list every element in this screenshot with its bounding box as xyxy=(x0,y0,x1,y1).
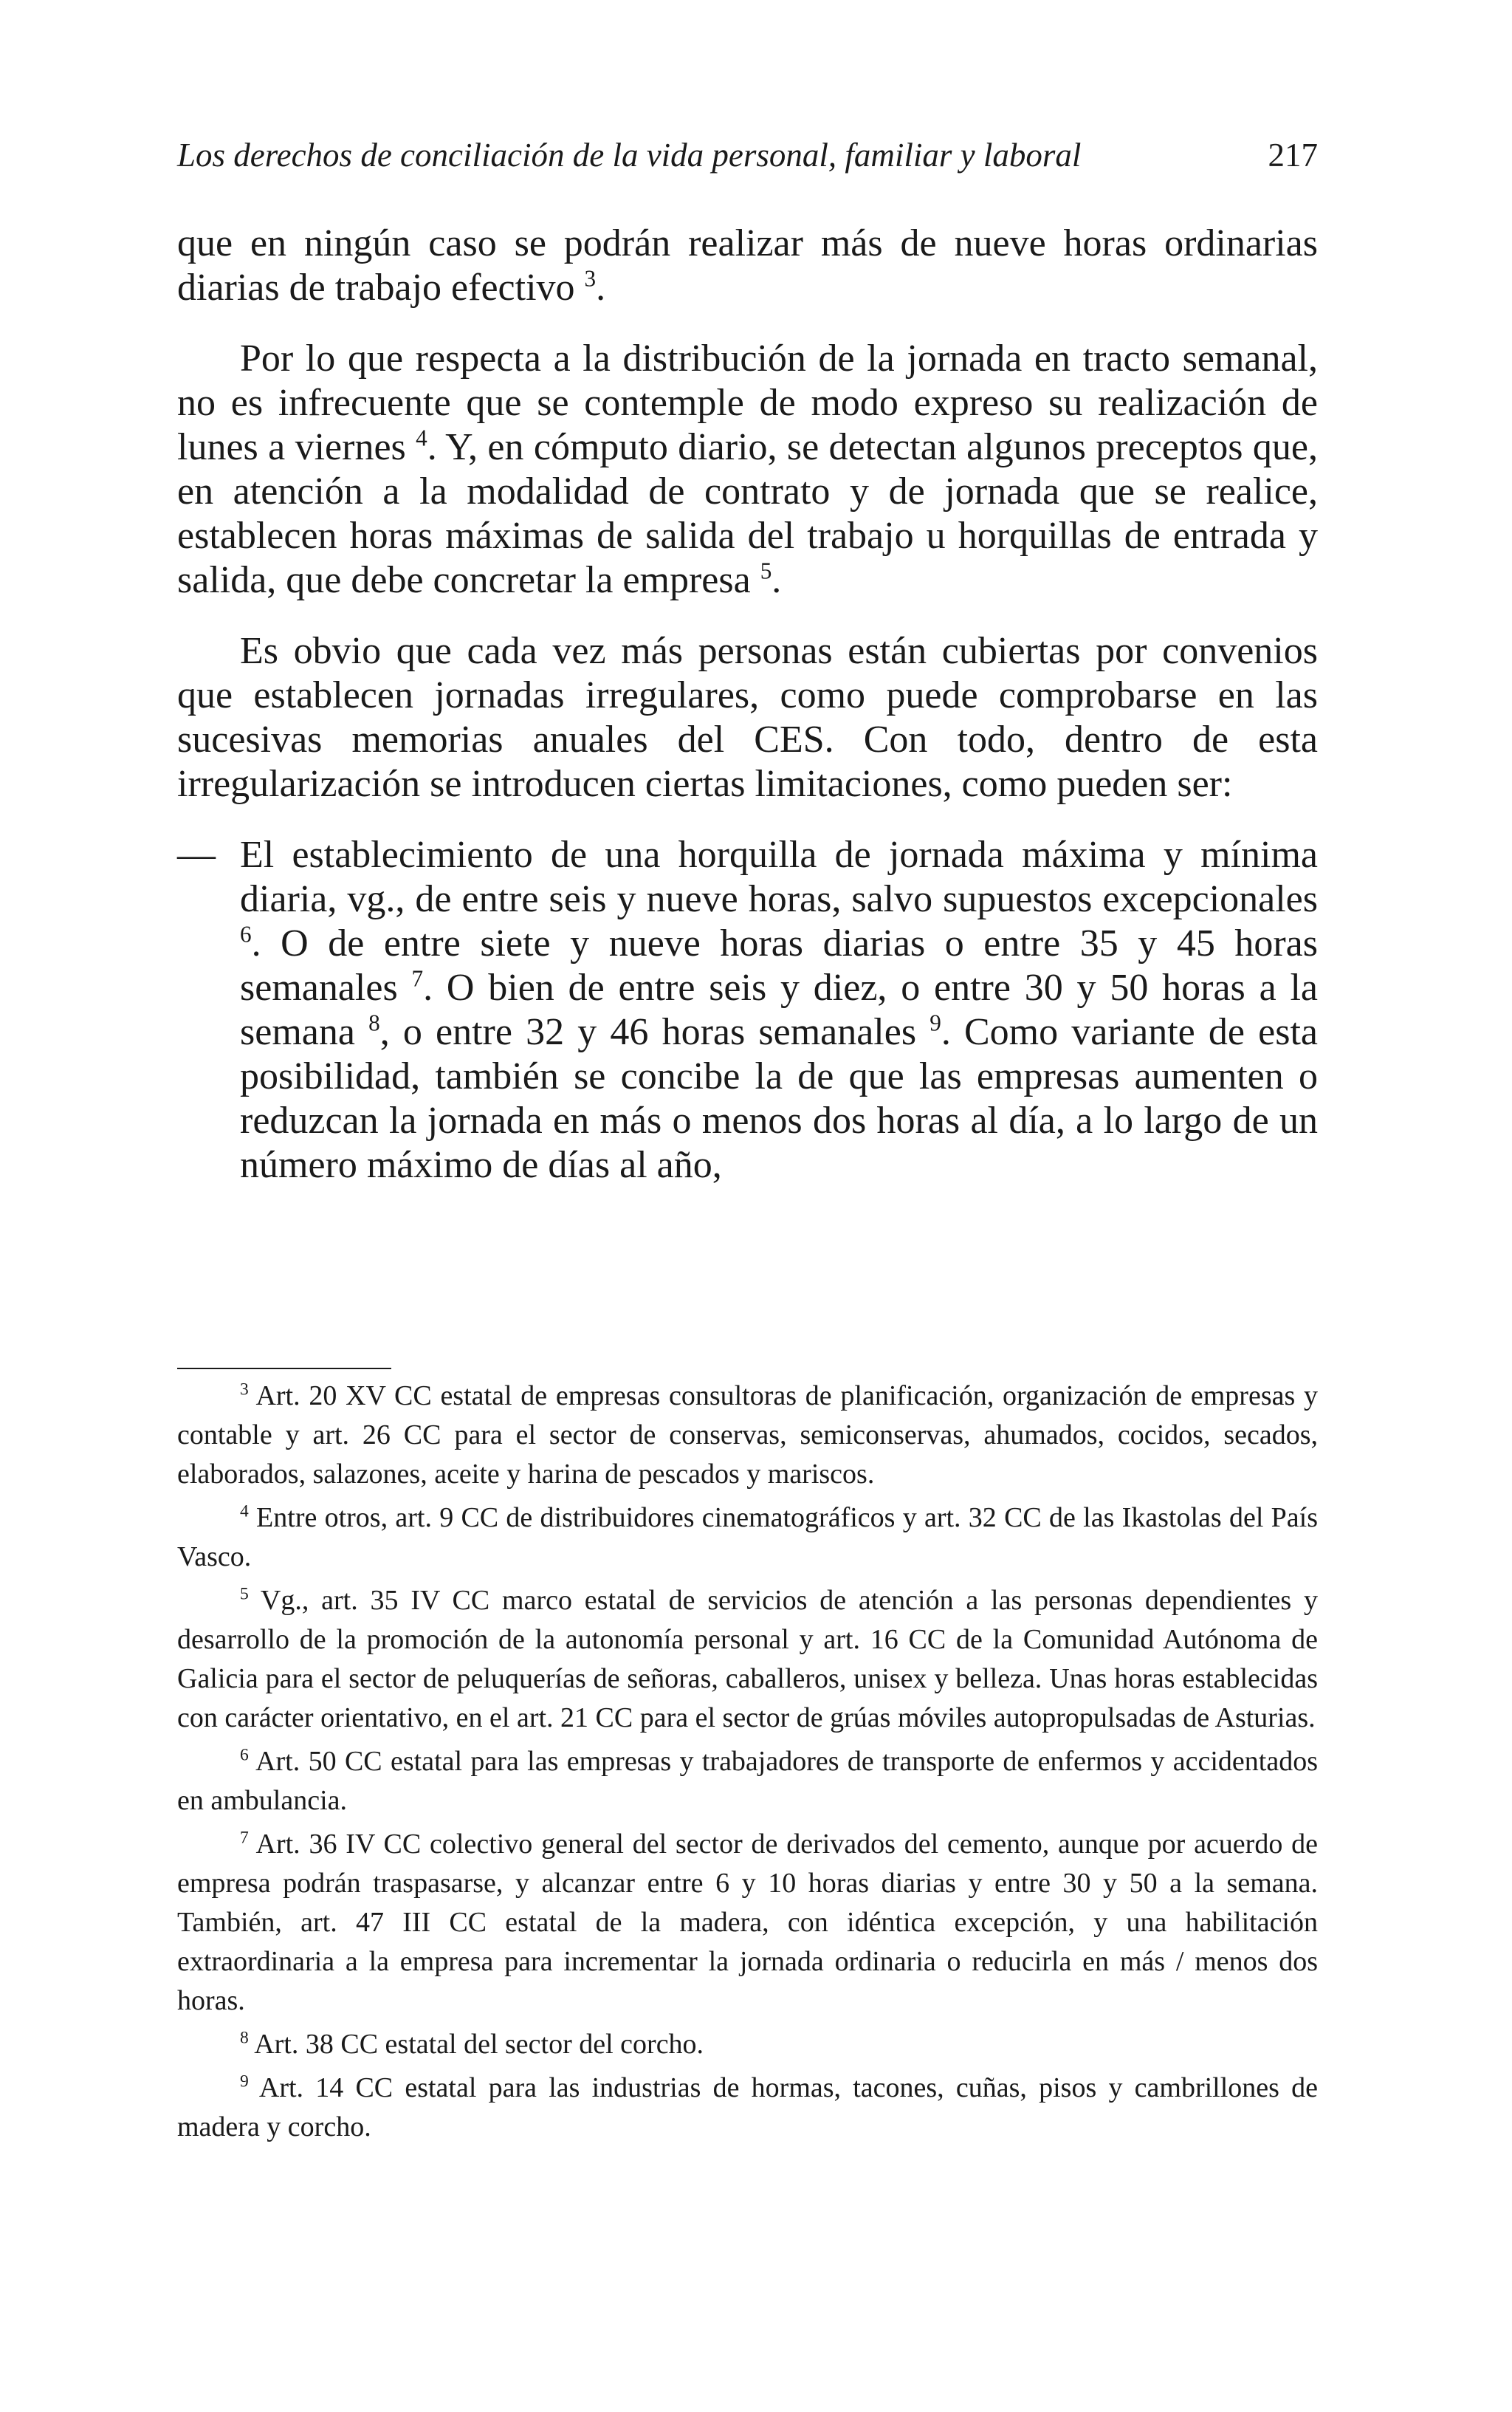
paragraph-text: Por lo que respecta a la distribución de la jornada en tracto semanal, no es infrecuente que se contemple de modo expreso su realización de lunes a viernes xyxy=(177,338,1318,468)
footnote-text: Art. 20 XV CC estatal de empresas consultoras de planificación, organización de empresas y contable y art. 26 CC para el sector de conservas, semiconservas, ahumados, cocidos, secados, elaborados, salazones, aceite y harina de pescados y mariscos. xyxy=(177,1380,1319,1490)
footnote-ref: 8 xyxy=(368,1010,380,1036)
dash-list-item xyxy=(177,833,1318,1188)
list-item-text: . Como variante de esta posibilidad, también se concibe la de que las empresas aumenten o reduzcan la jornada en más o menos dos horas al día, a lo largo de un número máximo de días al año, xyxy=(240,1011,1318,1186)
paragraph-text: que en ningún caso se podrán realizar más de nueve horas ordinarias diarias de trabajo efectivo xyxy=(177,222,1318,309)
footnote-text: Vg., art. 35 IV CC marco estatal de servicios de atención a las personas dependientes y desarrollo de la promoción de la autonomía personal y art. 16 CC de la Comunidad Autónoma de Galicia para el sector de peluquerías de señoras, caballeros, unisex y belleza. Unas horas establecidas con carácter orientativo, en el art. 21 CC para el sector de grúas móviles autopropulsadas de Asturias. xyxy=(177,1585,1318,1733)
list-item-text: . O de entre siete y nueve horas diarias o entre 35 y 45 horas semanales xyxy=(240,922,1318,1009)
footnote-number: 7 xyxy=(240,1828,249,1848)
footnote xyxy=(177,2025,1318,2064)
footnote-text: Entre otros, art. 9 CC de distribuidores cinematográficos y art. 32 CC de las Ikastolas del País Vasco. xyxy=(177,1502,1318,1572)
list-item-text: . O bien de entre seis y diez, o entre 30 y 50 horas a la semana xyxy=(240,967,1319,1053)
paragraph-text: . xyxy=(772,559,782,601)
footnote-number: 6 xyxy=(240,1745,249,1765)
footnote-number: 5 xyxy=(240,1584,249,1604)
footnote-ref: 6 xyxy=(240,921,252,948)
paragraph-3 xyxy=(177,629,1318,806)
paragraph-1 xyxy=(177,222,1318,310)
footnote-number: 8 xyxy=(240,2028,249,2048)
footnote xyxy=(177,1825,1318,2021)
footnotes xyxy=(177,1377,1318,2151)
footnote-ref: 3 xyxy=(584,265,597,292)
main-text xyxy=(177,222,1318,1188)
footnote-ref: 5 xyxy=(760,558,772,584)
footnote xyxy=(177,1498,1318,1577)
footnote-text: Art. 36 IV CC colectivo general del sector de derivados del cemento, aunque por acuerdo de empresa podrán traspasarse, y alcanzar entre 6 y 10 horas diarias y entre 30 y 50 a la semana. También, art. 47 III CC estatal de la madera, con idéntica excepción, y una habilitación extraordinaria a la empresa para incrementar la jornada ordinaria o reducirla en más / menos dos horas. xyxy=(177,1829,1318,2016)
footnote-text: Art. 50 CC estatal para las empresas y trabajadores de transporte de enfermos y accidentados en ambulancia. xyxy=(177,1746,1319,1816)
footnote-ref: 4 xyxy=(416,425,427,451)
paragraph-2 xyxy=(177,337,1318,603)
running-header xyxy=(177,133,1318,177)
list-item-text: , o entre 32 y 46 horas semanales xyxy=(379,1011,930,1053)
list-item-text: El establecimiento de una horquilla de jornada máxima y mínima diaria, vg., de entre seis y nueve horas, salvo supuestos excepcionales xyxy=(240,834,1318,920)
footnote-ref: 7 xyxy=(411,965,424,992)
page-number: 217 xyxy=(1268,137,1318,174)
paragraph-text: . xyxy=(596,267,606,309)
footnote-number: 4 xyxy=(240,1501,249,1521)
footnote xyxy=(177,2069,1318,2147)
footnote xyxy=(177,1377,1318,1494)
paragraph-text: Es obvio que cada vez más personas están cubiertas por convenios que establecen jornadas irregulares, como puede comprobarse en las sucesivas memorias anuales del CES. Con todo, dentro de esta irregularización se introducen ciertas limitaciones, como pueden ser: xyxy=(177,630,1318,805)
em-dash-bullet: — xyxy=(177,834,216,876)
footnote xyxy=(177,1581,1318,1738)
footnote-text: Art. 14 CC estatal para las industrias de hormas, tacones, cuñas, pisos y cambrillones de madera y corcho. xyxy=(177,2072,1318,2142)
footnote xyxy=(177,1742,1318,1820)
paragraph-text: . Y, en cómputo diario, se detectan algunos preceptos que, en atención a la modalidad de contrato y de jornada que se realice, establecen horas máximas de salida del trabajo u horquillas de entrada y salida, que debe concretar la empresa xyxy=(177,426,1318,601)
footnote-ref: 9 xyxy=(929,1010,941,1036)
footnote-number: 9 xyxy=(240,2072,249,2091)
footnote-separator xyxy=(177,1368,391,1369)
footnote-text: Art. 38 CC estatal del sector del corcho. xyxy=(254,2029,704,2060)
running-header-title: Los derechos de conciliación de la vida personal, familiar y laboral xyxy=(177,137,1082,174)
footnote-number: 3 xyxy=(240,1380,249,1399)
